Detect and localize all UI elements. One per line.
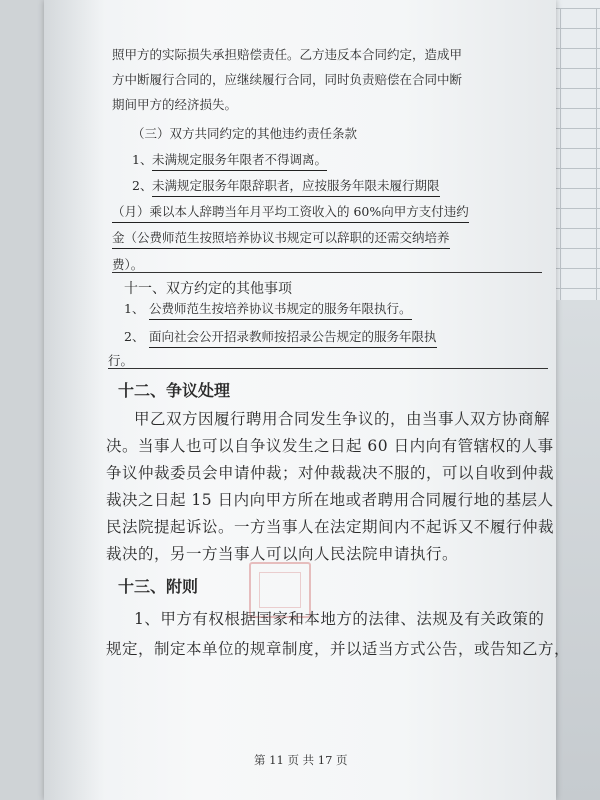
paragraph-line: 甲乙双方因履行聘用合同发生争议的，由当事人双方协商解 (134, 410, 551, 428)
section-subheading: （三）双方共同约定的其他违约责任条款 (132, 126, 358, 141)
section-heading: 十一、双方约定的其他事项 (124, 281, 292, 297)
item-number: 2、 (124, 329, 145, 344)
filled-text: 费）。 (112, 257, 144, 272)
paragraph-line: 裁决之日起 15 日内向甲方所在地或者聘用合同履行地的基层人 (106, 491, 554, 509)
item-number: 1、 (124, 301, 145, 316)
page-number: 第 11 页 共 17 页 (254, 753, 348, 767)
text-line: 期间甲方的经济损失。 (112, 97, 238, 112)
page-shadow (44, 0, 104, 800)
paragraph-line: 民法院提起诉讼。一方当事人在法定期间内不起诉又不履行仲裁 (106, 518, 555, 536)
filled-text: （月）乘以本人辞聘当年月平均工资收入的 60%向甲方支付违约 (112, 203, 469, 223)
document-page (44, 0, 571, 800)
filled-text: 未满规定服务年限辞职者，应按服务年限未履行期限 (152, 177, 440, 197)
text-line: 照甲方的实际损失承担赔偿责任。乙方违反本合同约定，造成甲 (112, 47, 463, 62)
text-line: 方中断履行合同的，应继续履行合同，同时负责赔偿在合同中断 (112, 72, 463, 87)
section-heading: 十二、争议处理 (118, 381, 231, 400)
underline (112, 272, 542, 273)
filled-text: 行。 (108, 353, 134, 368)
item-number: 2、 (132, 178, 153, 193)
paragraph-line: 规定，制定本单位的规章制度，并以适当方式公告，或告知乙方， (106, 640, 571, 658)
filled-text: 金（公费师范生按照培养协议书规定可以辞职的还需交纳培养 (112, 229, 450, 249)
underline (108, 368, 548, 369)
paragraph-line: 决。当事人也可以自争议发生之日起 60 日内向有管辖权的人事 (106, 437, 554, 455)
filled-text: 面向社会公开招录教师按招录公告规定的服务年限执 (149, 328, 437, 348)
filled-text: 未满规定服务年限者不得调离。 (152, 151, 327, 171)
item-number: 1、 (132, 152, 153, 167)
paragraph-line: 1、甲方有权根据国家和本地方的法律、法规及有关政策的 (134, 610, 545, 628)
paragraph-line: 裁决的，另一方当事人可以向人民法院申请执行。 (106, 545, 459, 563)
paragraph-line: 争议仲裁委员会申请仲裁；对仲裁裁决不服的，可以自收到仲裁 (106, 464, 555, 482)
section-heading: 十三、附则 (118, 577, 199, 596)
filled-text: 公费师范生按培养协议书规定的服务年限执行。 (149, 300, 412, 320)
faded-stamp-inner (259, 572, 301, 608)
